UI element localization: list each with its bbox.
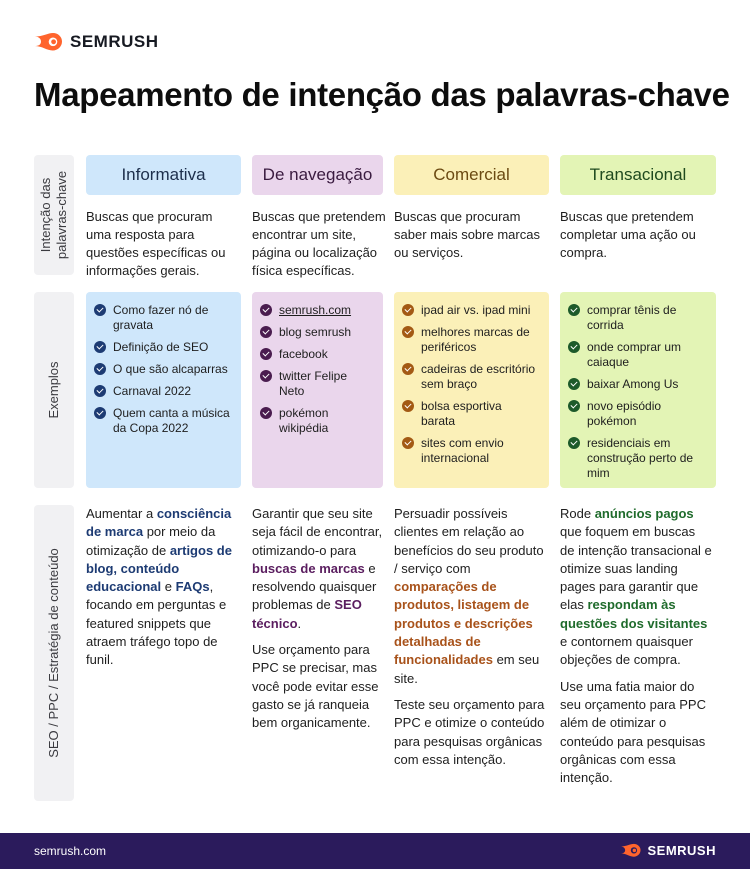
example-text: blog semrush xyxy=(279,325,352,339)
highlighted-text: comparações de produtos, listagem de produtos e descrições detalhadas de funcionalidades xyxy=(394,579,533,668)
description-informativa: Buscas que procuram uma resposta para questões específicas ou informações gerais. xyxy=(86,209,226,278)
column-header-de-navegacao: De navegação xyxy=(252,155,383,195)
example-text: baixar Among Us xyxy=(587,377,679,391)
check-circle-icon xyxy=(94,341,106,353)
check-circle-icon xyxy=(402,400,414,412)
examples-list-informativa xyxy=(94,303,231,436)
semrush-logo xyxy=(34,32,159,52)
example-item xyxy=(94,303,231,333)
examples-box-de-navegacao xyxy=(252,292,383,488)
footer-url-link[interactable]: semrush.com xyxy=(34,844,107,858)
strategy-text: . xyxy=(297,615,302,631)
check-circle-icon xyxy=(94,407,106,419)
strategy-paragraph xyxy=(560,505,712,670)
example-text: Como fazer nó de gravata xyxy=(113,303,209,332)
example-text: novo episódio pokémon xyxy=(587,399,662,428)
footer-logo xyxy=(620,843,716,858)
highlighted-text: buscas de marcas xyxy=(252,560,365,576)
check-circle-icon xyxy=(568,341,580,353)
column-header-comercial: Comercial xyxy=(394,155,549,195)
examples-list-transacional xyxy=(568,303,706,481)
strategy-paragraph xyxy=(394,696,549,769)
highlighted-text: artigos de blog, conteúdo educacional xyxy=(86,542,232,595)
check-circle-icon xyxy=(568,304,580,316)
description-de-navegacao: Buscas que pretendem encontrar um site, página ou localização física específicas. xyxy=(252,209,386,278)
column-header-informativa: Informativa xyxy=(86,155,241,195)
check-circle-icon xyxy=(260,370,272,382)
strategy-text: Aumentar a xyxy=(86,506,157,521)
highlighted-text: FAQs xyxy=(175,579,210,595)
row-label-intent-text: Intenção das palavras-chave xyxy=(38,170,69,260)
footer-brand-name: SEMRUSH xyxy=(647,843,716,858)
check-circle-icon xyxy=(94,363,106,375)
strategy-text: que foquem em buscas de intenção transacional e otimize suas landing pages para garantir que elas xyxy=(560,524,712,613)
example-item xyxy=(94,362,231,377)
strategy-text: e xyxy=(161,579,176,595)
example-text: sites com envio internacional xyxy=(421,436,504,465)
example-item xyxy=(568,340,706,370)
description-transacional: Buscas que pretendem completar uma ação ou compra. xyxy=(560,209,696,260)
semrush-fire-icon xyxy=(620,843,642,858)
example-item xyxy=(568,399,706,429)
example-text: cadeiras de escritório sem braço xyxy=(421,362,536,391)
example-text: bolsa esportiva barata xyxy=(421,399,502,428)
check-circle-icon xyxy=(568,437,580,449)
examples-box-comercial xyxy=(394,292,549,488)
highlighted-text: SEO técnico xyxy=(252,597,362,631)
example-item xyxy=(94,406,231,436)
strategy-paragraph xyxy=(252,641,384,732)
check-circle-icon xyxy=(94,304,106,316)
example-text: ipad air vs. ipad mini xyxy=(421,303,531,317)
strategy-paragraph xyxy=(252,505,384,633)
strategy-de-navegacao xyxy=(252,505,384,741)
row-label-intent xyxy=(34,155,74,275)
strategy-comercial xyxy=(394,505,549,777)
strategy-text: Use uma fatia maior do seu orçamento para PPC além de otimizar o conteúdo para pesquisas orgânicas com essa intenção. xyxy=(560,678,706,786)
strategy-text: Rode xyxy=(560,506,595,521)
example-text: twitter Felipe Neto xyxy=(279,369,348,398)
example-item xyxy=(402,325,539,355)
check-circle-icon xyxy=(402,304,414,316)
example-text: pokémon wikipédia xyxy=(279,406,329,435)
check-circle-icon xyxy=(260,348,272,360)
check-circle-icon xyxy=(260,407,272,419)
example-item xyxy=(402,436,539,466)
example-text: Definição de SEO xyxy=(113,340,209,354)
highlighted-text: respondam às questões dos visitantes xyxy=(560,597,708,631)
example-item xyxy=(94,340,231,355)
example-item xyxy=(402,303,539,318)
brand-name: SEMRUSH xyxy=(70,32,159,51)
examples-box-transacional xyxy=(560,292,716,488)
check-circle-icon xyxy=(94,385,106,397)
strategy-paragraph xyxy=(86,505,238,670)
examples-list-comercial xyxy=(402,303,539,466)
row-label-strategy xyxy=(34,505,74,801)
strategy-text: Use orçamento para PPC se precisar, mas você pode evitar esse gasto se já ranqueia bem organicamente. xyxy=(252,642,379,731)
example-text: facebook xyxy=(279,347,328,361)
example-item xyxy=(402,362,539,392)
highlighted-text: anúncios pagos xyxy=(594,506,694,521)
example-item xyxy=(260,303,373,318)
examples-list-de-navegacao xyxy=(260,303,373,436)
strategy-paragraph xyxy=(560,678,712,788)
strategy-transacional xyxy=(560,505,712,795)
strategy-text: e resolvendo quaisquer problemas de xyxy=(252,560,377,613)
strategy-text: Persuadir possíveis clientes em relação ao benefícios do seu produto / serviço com xyxy=(394,506,544,576)
example-item xyxy=(260,347,373,362)
example-item xyxy=(260,406,373,436)
strategy-text: Garantir que seu site seja fácil de encontrar, otimizando-o para xyxy=(252,506,383,558)
example-text: O que são alcaparras xyxy=(113,362,228,376)
row-label-strategy-text: SEO / PPC / Estratégia de conteúdo xyxy=(46,548,61,758)
strategy-text: em seu site. xyxy=(394,652,540,686)
strategy-text: Teste seu orçamento para PPC e otimize o conteúdo para pesquisas orgânicas com essa intenção. xyxy=(394,696,545,767)
check-circle-icon xyxy=(260,326,272,338)
example-text: Carnaval 2022 xyxy=(113,384,192,398)
example-text: melhores marcas de periféricos xyxy=(421,325,530,354)
example-item xyxy=(94,384,231,399)
semrush-fire-icon xyxy=(34,32,64,52)
strategy-text: , focando em perguntas e featured snippets que atraem tráfego topo de funil. xyxy=(86,579,227,668)
example-text[interactable]: semrush.com xyxy=(279,303,352,317)
strategy-paragraph xyxy=(394,505,549,688)
row-label-examples-text: Exemplos xyxy=(46,361,61,419)
example-text: onde comprar um caiaque xyxy=(587,340,682,369)
column-header-transacional: Transacional xyxy=(560,155,716,195)
strategy-text: por meio da otimização de xyxy=(86,524,216,558)
check-circle-icon xyxy=(568,400,580,412)
highlighted-text: consciência de marca xyxy=(86,506,232,540)
example-item xyxy=(568,436,706,481)
example-text: residenciais em construção perto de mim xyxy=(587,436,694,480)
strategy-informativa xyxy=(86,505,238,678)
footer xyxy=(0,833,750,869)
examples-box-informativa xyxy=(86,292,241,488)
check-circle-icon xyxy=(260,304,272,316)
example-item xyxy=(568,377,706,392)
check-circle-icon xyxy=(402,437,414,449)
row-label-examples xyxy=(34,292,74,488)
page-title: Mapeamento de intenção das palavras-chave xyxy=(34,76,730,113)
check-circle-icon xyxy=(402,363,414,375)
example-text: comprar tênis de corrida xyxy=(587,303,677,332)
strategy-text: e contornem quaisquer objeções de compra. xyxy=(560,634,693,668)
example-text: Quem canta a música da Copa 2022 xyxy=(113,406,230,435)
description-comercial: Buscas que procuram saber mais sobre marcas ou serviços. xyxy=(394,209,540,260)
example-item xyxy=(260,369,373,399)
check-circle-icon xyxy=(568,378,580,390)
example-item xyxy=(568,303,706,333)
example-item xyxy=(260,325,373,340)
example-item xyxy=(402,399,539,429)
check-circle-icon xyxy=(402,326,414,338)
